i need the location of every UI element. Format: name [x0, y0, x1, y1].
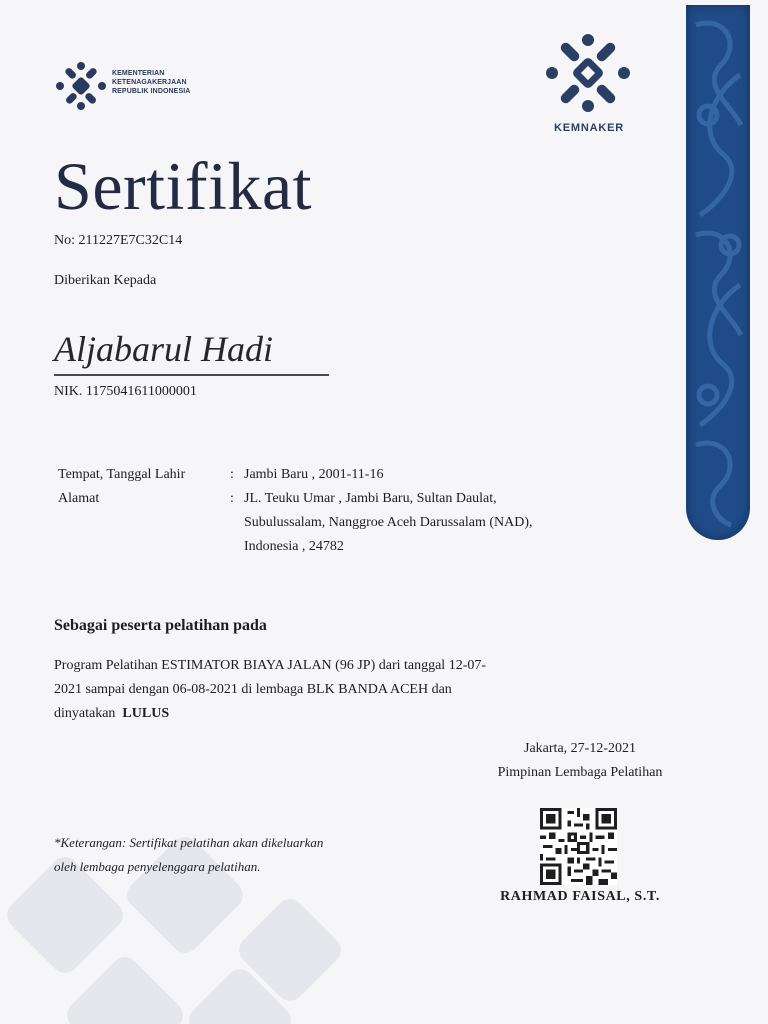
- address-colon: :: [230, 491, 234, 506]
- birth-row: [58, 463, 604, 487]
- qr-code-icon: [540, 808, 617, 885]
- training-line: Program Pelatihan ESTIMATOR BIAYA JALAN (96 JP) dari tanggal 12-07-: [54, 658, 487, 673]
- signer-name: RAHMAD FAISAL, S.T.: [500, 889, 660, 904]
- birth-value: Jambi Baru , 2001-11-16: [244, 467, 384, 482]
- address-value: [244, 487, 604, 559]
- certificate-title: Sertifikat: [54, 148, 313, 224]
- birth-label: Tempat, Tanggal Lahir: [58, 467, 186, 482]
- recipient-name: Aljabarul Hadi: [54, 326, 329, 376]
- training-line-prefix: dinyatakan: [54, 706, 116, 721]
- kemnaker-logo-icon: [545, 33, 631, 113]
- note-line: *Keterangan: Sertifikat pelatihan akan dikeluarkan: [54, 835, 324, 850]
- ministry-logo-icon: [54, 60, 108, 112]
- kemnaker-wordmark: KEMNAKER: [554, 122, 624, 134]
- training-heading: Sebagai peserta pelatihan pada: [54, 617, 267, 634]
- training-line: 2021 sampai dengan 06-08-2021 di lembaga BLK BANDA ACEH dan: [54, 682, 452, 697]
- signature-header: [455, 737, 705, 785]
- ribbon-ornament: [686, 5, 750, 540]
- place-date: Jakarta, 27-12-2021: [524, 741, 636, 756]
- birth-colon: :: [230, 467, 234, 482]
- training-description: [54, 654, 644, 726]
- given-to-label: Diberikan Kepada: [54, 273, 157, 288]
- address-line: Indonesia , 24782: [244, 539, 344, 554]
- training-result: LULUS: [122, 706, 170, 721]
- address-row: [58, 487, 604, 559]
- signer-role: Pimpinan Lembaga Pelatihan: [497, 765, 663, 780]
- training-line: [54, 702, 644, 726]
- address-line: Subulussalam, Nanggroe Aceh Darussalam (NAD),: [244, 515, 533, 530]
- address-label: Alamat: [58, 491, 100, 506]
- certificate-note: [54, 831, 323, 879]
- certificate-number: No: 211227E7C32C14: [54, 233, 183, 248]
- ministry-name: KEMENTERIAN KETENAGAKERJAAN REPUBLIK INDONESIA: [112, 70, 191, 95]
- note-line: oleh lembaga penyelenggara pelatihan.: [54, 859, 261, 874]
- recipient-nik: NIK. 1175041611000001: [54, 384, 197, 399]
- recipient-details: [58, 463, 604, 559]
- address-line: JL. Teuku Umar , Jambi Baru, Sultan Daulat,: [244, 491, 497, 506]
